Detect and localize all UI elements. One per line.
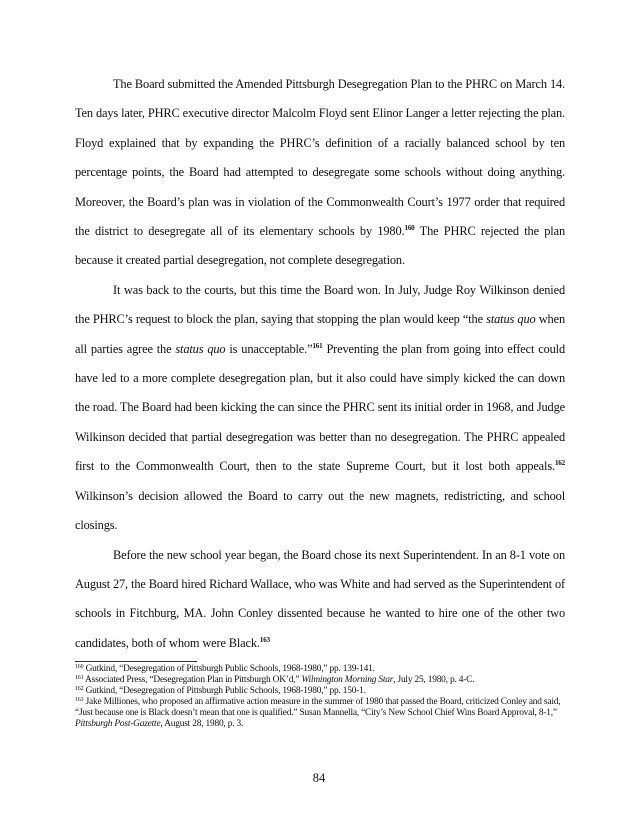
italic-text: Pittsburgh Post-Gazette: [75, 718, 161, 729]
text-run: The PHRC rejected the plan because it created partial desegregation, not complete desegregation.: [75, 224, 565, 268]
italic-text: Wilmington Morning Star: [301, 674, 394, 685]
footnote: [75, 697, 565, 730]
text-run: Jake Milliones, who proposed an affirmative action measure in the summer of 1980 that passed the Board, criticized Conley and said, “Just because one is Black doesn’t mean that one is qualified.” Susan Mannella, “City’s New School Chief Wins Board Approval, 8-1,”: [75, 696, 561, 718]
footnote-number: 161: [75, 674, 84, 681]
footnote-reference: 161: [312, 341, 323, 350]
italic-text: status quo: [486, 312, 536, 327]
text-run: It was back to the courts, but this time the Board won. In July, Judge Roy Wilkinson denied the PHRC’s request to block the plan, saying that stopping the plan would keep “the: [75, 282, 565, 327]
text-run: is unacceptable.”: [225, 341, 313, 356]
footnote-reference: 162: [554, 459, 565, 468]
text-run: , July 25, 1980, p. 4-C.: [393, 674, 475, 685]
footnotes: [75, 664, 565, 729]
paragraph: [75, 541, 565, 659]
italic-text: status quo: [175, 341, 226, 356]
footnote: [75, 686, 565, 697]
text-run: Preventing the plan from going into effect could have led to a more complete desegregation plan, but it also could have simply kicked the can down the road. The Board had been kicking the can since the PHRC sent its initial order in 1968, and Judge Wilkinson decided that partial desegregation was better than no desegregation. The PHRC appealed first to the Commonwealth Court, then to the state Supreme Court, but it lost both appeals.: [75, 341, 565, 474]
text-run: The Board submitted the Amended Pittsburgh Desegregation Plan to the PHRC on March 14. Ten days later, PHRC executive director Malcolm Floyd sent Elinor Langer a letter rejecting the plan. Floyd explained that by expanding the PHRC’s definition of a racially balanced school by ten percentage points, the Board had attempted to desegregate some schools without doing anything. Moreover, the Board’s plan was in violation of the Commonwealth Court’s 1977 order that required the district to desegregate all of its elementary schools by 1980.: [75, 77, 565, 239]
text-run: Associated Press, “Desegregation Plan in Pittsburgh OK’d,”: [85, 674, 302, 685]
body-text: [75, 70, 565, 658]
footnote-reference: 160: [404, 224, 415, 233]
text-run: Wilkinson’s decision allowed the Board to carry out the new magnets, redistricting, and school closings.: [75, 488, 565, 533]
footnote-number: 162: [75, 685, 84, 692]
text-run: Before the new school year began, the Board chose its next Superintendent. In an 8-1 vote on August 27, the Board hired Richard Wallace, who was White and had served as the Superintendent of schools in Fitchburg, MA. John Conley dissented because he wanted to hire one of the other two candidates, both of whom were Black.: [75, 547, 565, 650]
text-run: Gutkind, “Desegregation of Pittsburgh Public Schools, 1968-1980,” pp. 150-1.: [85, 685, 366, 696]
footnote: [75, 675, 565, 686]
paragraph: [75, 276, 565, 541]
paragraph: [75, 70, 565, 276]
footnote-separator: [75, 661, 197, 662]
text-run: Gutkind, “Desegregation of Pittsburgh Public Schools, 1968-1980,” pp. 139-141.: [85, 664, 375, 674]
footnote: [75, 664, 565, 675]
footnote-number: 163: [75, 696, 84, 703]
text-run: , August 28, 1980, p. 3.: [160, 718, 244, 729]
footnote-reference: 163: [259, 635, 270, 644]
page-number: 84: [312, 771, 326, 785]
footnote-number: 160: [75, 664, 84, 670]
text-run: when all parties agree the: [75, 312, 565, 356]
